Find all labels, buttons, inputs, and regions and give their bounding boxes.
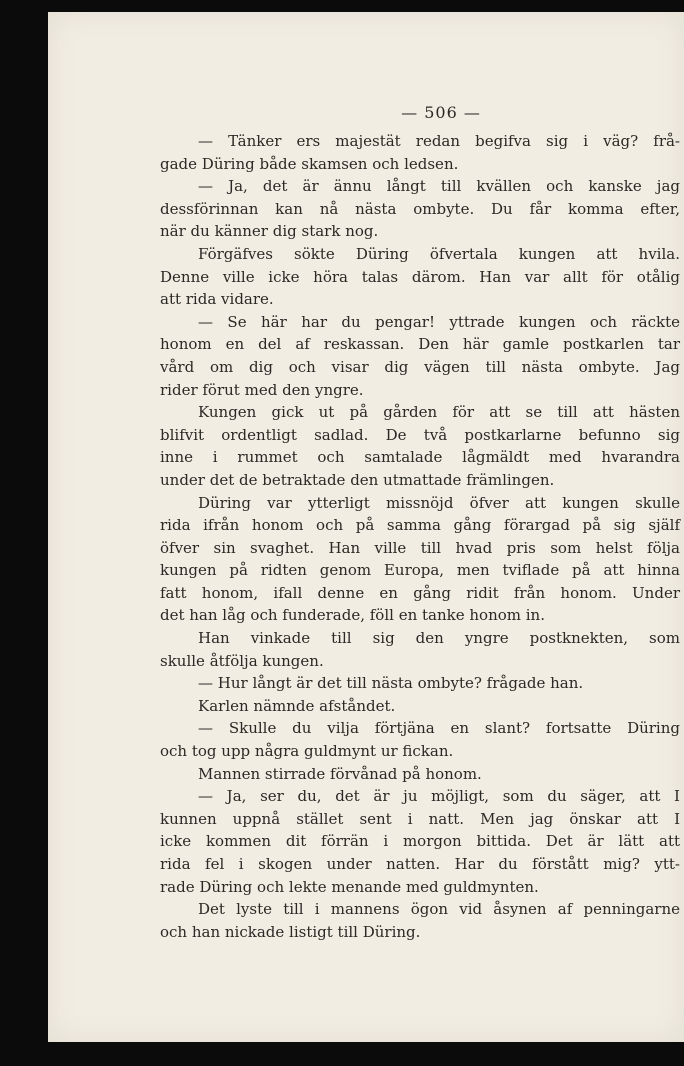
text-line: inne i rummet och samtalade lågmäldt med hvarandra — [160, 448, 680, 467]
text-line: skulle åtfölja kungen. — [160, 651, 324, 670]
text-line: det han låg och funderade, föll en tanke honom in. — [160, 606, 545, 625]
text-line: Kungen gick ut på gården för att se till att hästen — [198, 403, 680, 422]
text-line: Mannen stirrade förvånad på honom. — [198, 764, 482, 783]
text-line: fatt honom, ifall denne en gång ridit från honom. Under — [160, 583, 680, 602]
text-line: Karlen nämnde afståndet. — [198, 696, 396, 715]
text-line: — Skulle du vilja förtjäna en slant? fortsatte Düring — [198, 719, 680, 738]
book-page — [48, 12, 684, 1042]
text-line: under det de betraktade den utmattade främlingen. — [160, 470, 555, 489]
text-line: kunnen uppnå stället sent i natt. Men jag önskar att I — [160, 809, 680, 828]
text-line: Förgäfves sökte Düring öfvertala kungen att hvila. — [198, 244, 680, 263]
text-line: gade Düring både skamsen och ledsen. — [160, 154, 459, 173]
paragraph — [160, 243, 680, 311]
paragraph — [160, 717, 680, 762]
text-line: — Se här har du pengar! yttrade kungen och räckte — [198, 312, 680, 331]
paragraph — [160, 175, 680, 243]
paragraph — [160, 763, 680, 786]
text-line: kungen på ridten genom Europa, men tviflade på att hinna — [160, 561, 680, 580]
paragraph — [160, 311, 680, 401]
text-line: och han nickade listigt till Düring. — [160, 922, 421, 941]
text-line: rida fel i skogen under natten. Har du förstått mig? ytt- — [160, 855, 680, 873]
text-line: Denne ville icke höra talas därom. Han var allt för otålig — [160, 267, 680, 286]
text-line: när du känner dig stark nog. — [160, 222, 379, 241]
text-line: blifvit ordentligt sadlad. De två postkarlarne befunno sig — [160, 425, 680, 444]
body-text — [160, 130, 680, 943]
paragraph — [160, 785, 680, 898]
text-line: vård om dig och visar dig vägen till nästa ombyte. Jag — [160, 357, 680, 376]
text-line: öfver sin svaghet. Han ville till hvad pris som helst följa — [160, 538, 680, 557]
paragraph — [160, 492, 680, 628]
text-line: Düring var ytterligt missnöjd öfver att kungen skulle — [198, 493, 680, 512]
text-line: Han vinkade till sig den yngre postknekten, som — [198, 629, 680, 648]
paragraph — [160, 898, 680, 943]
text-line: rida ifrån honom och på samma gång förargad på sig själf — [160, 516, 680, 535]
text-line: — Tänker ers majestät redan begifva sig i väg? frå- — [198, 132, 680, 150]
text-line: Det lyste till i mannens ögon vid åsynen af penningarne — [198, 900, 680, 919]
paragraph — [160, 672, 680, 695]
paragraph — [160, 627, 680, 672]
text-line: rider förut med den yngre. — [160, 380, 364, 399]
text-line: — Hur långt är det till nästa ombyte? frågade han. — [198, 674, 584, 693]
text-line: och tog upp några guldmynt ur fickan. — [160, 742, 454, 761]
paragraph — [160, 695, 680, 718]
text-line: honom en del af reskassan. Den här gamle postkarlen tar — [160, 335, 680, 354]
paragraph — [160, 130, 680, 175]
text-line: dessförinnan kan nå nästa ombyte. Du får komma efter, — [160, 199, 680, 218]
text-line: — Ja, ser du, det är ju möjligt, som du säger, att I — [198, 787, 680, 806]
text-line: icke kommen dit förrän i morgon bittida. Det är lätt att — [160, 832, 680, 851]
text-line: — Ja, det är ännu långt till kvällen och kanske jag — [198, 177, 680, 196]
paragraph — [160, 401, 680, 491]
text-line: att rida vidare. — [160, 290, 274, 309]
text-line: rade Düring och lekte menande med guldmynten. — [160, 877, 539, 896]
page-number: — 506 — — [401, 103, 481, 122]
